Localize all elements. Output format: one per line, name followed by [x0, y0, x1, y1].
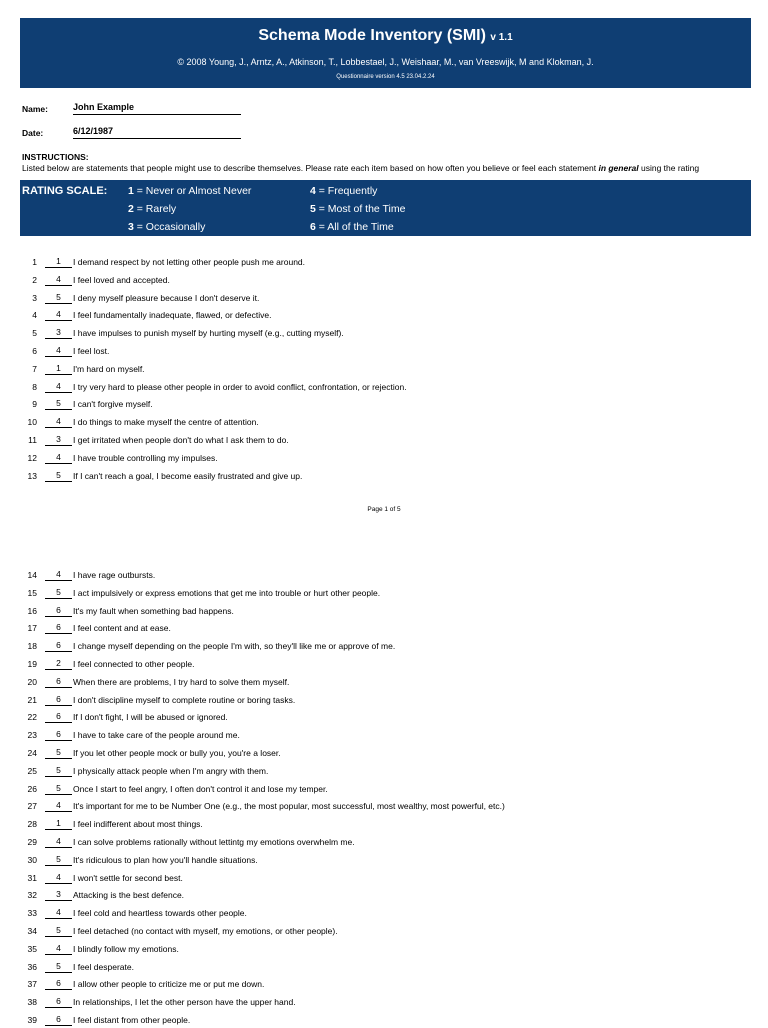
item-answer-field[interactable]: 4	[45, 871, 72, 884]
item-statement: I do things to make myself the centre of attention.	[73, 417, 259, 428]
rating-option-3: 3 = Occasionally	[128, 221, 206, 233]
item-statement: If I can't reach a goal, I become easily frustrated and give up.	[73, 470, 303, 481]
item-number: 36	[27, 961, 37, 972]
item-statement: Attacking is the best defence.	[73, 890, 185, 901]
item-number: 28	[27, 819, 37, 830]
document-title	[20, 27, 751, 45]
item-statement: I feel lost.	[73, 346, 110, 356]
item-number: 19	[27, 659, 37, 669]
item-number: 37	[27, 979, 37, 990]
item-answer-field[interactable]: 6	[45, 604, 72, 617]
item-number: 11	[28, 435, 37, 445]
item-statement: If I don't fight, I will be abused or ignored.	[73, 712, 228, 723]
item-answer-field[interactable]: 5	[45, 469, 72, 482]
item-number: 5	[32, 328, 37, 339]
item-answer-field[interactable]: 5	[45, 924, 72, 937]
instructions-text-start: Listed below are statements that people might use to describe themselves. Please rate each item based on how often you believe or feel each statement	[22, 163, 599, 173]
title-version: v 1.1	[490, 32, 513, 43]
item-answer-field[interactable]: 5	[45, 586, 72, 599]
rating-option-5: 5 = Most of the Time	[310, 203, 406, 215]
item-statement: When there are problems, I try hard to solve them myself.	[73, 676, 290, 687]
item-answer-field[interactable]: 4	[45, 415, 72, 428]
item-statement: I act impulsively or express emotions that get me into trouble or hurt other people.	[73, 587, 381, 598]
item-number: 27	[27, 801, 37, 812]
item-answer-field[interactable]: 1	[45, 362, 72, 375]
item-number: 12	[27, 452, 37, 463]
item-number: 3	[32, 292, 37, 303]
item-answer-field[interactable]: 3	[45, 433, 72, 446]
item-answer-field[interactable]: 6	[45, 621, 72, 634]
item-answer-field[interactable]: 4	[45, 380, 72, 393]
item-answer-field[interactable]: 4	[45, 568, 72, 581]
item-number: 39	[27, 1015, 37, 1025]
item-answer-field[interactable]: 6	[45, 710, 72, 723]
instructions-text-end: using the rating	[638, 163, 700, 173]
item-statement: I'm hard on myself.	[73, 363, 145, 374]
item-answer-field[interactable]: 6	[45, 1013, 72, 1026]
item-number: 2	[32, 274, 37, 285]
item-statement: I feel content and at ease.	[73, 623, 171, 634]
item-statement: I feel fundamentally inadequate, flawed, or defective.	[73, 310, 272, 321]
rating-scale	[20, 180, 751, 236]
item-answer-field[interactable]: 6	[45, 728, 72, 741]
item-statement: I change myself depending on the people I'm with, so they'll like me or approve of me.	[73, 641, 396, 652]
date-label: Date:	[22, 128, 44, 138]
item-answer-field[interactable]: 6	[45, 675, 72, 688]
item-answer-field[interactable]: 1	[45, 255, 72, 268]
item-statement: I have rage outbursts.	[73, 570, 156, 580]
item-number: 32	[27, 890, 37, 901]
item-number: 35	[27, 943, 37, 954]
item-number: 9	[32, 399, 37, 410]
item-number: 21	[27, 694, 37, 705]
item-answer-field[interactable]: 6	[45, 693, 72, 706]
rating-option-4: 4 = Frequently	[310, 185, 378, 197]
item-number: 23	[27, 730, 37, 741]
item-answer-field[interactable]: 5	[45, 960, 72, 973]
item-answer-field[interactable]: 4	[45, 451, 72, 464]
item-answer-field[interactable]: 3	[45, 888, 72, 901]
item-number: 6	[32, 346, 37, 356]
item-statement: I get irritated when people don't do what I ask them to do.	[73, 435, 289, 445]
title-text: Schema Mode Inventory (SMI)	[258, 27, 486, 44]
instructions-title: INSTRUCTIONS:	[22, 152, 89, 162]
item-number: 15	[27, 587, 37, 598]
item-statement: I feel distant from other people.	[73, 1015, 191, 1025]
item-statement: I don't discipline myself to complete routine or boring tasks.	[73, 694, 296, 705]
copyright-line: © 2008 Young, J., Arntz, A., Atkinson, T., Lobbestael, J., Weishaar, M., van Vreeswijk, M and Klokman, J.	[177, 57, 594, 67]
item-statement: It's my fault when something bad happens.	[73, 605, 234, 616]
item-answer-field[interactable]: 5	[45, 782, 72, 795]
page-footer: Page 1 of 5	[367, 506, 401, 513]
instructions-text	[22, 163, 768, 173]
item-number: 14	[27, 570, 37, 580]
item-statement: It's ridiculous to plan how you'll handle situations.	[73, 854, 258, 865]
item-statement: I feel loved and accepted.	[73, 274, 170, 285]
item-number: 29	[27, 837, 37, 847]
name-label: Name:	[22, 104, 48, 114]
item-answer-field[interactable]: 6	[45, 639, 72, 652]
document-header	[20, 18, 751, 88]
item-statement: I physically attack people when I'm angry with them.	[73, 765, 269, 776]
item-statement: I feel detached (no contact with myself, my emotions, or other people).	[73, 926, 338, 936]
item-statement: I try very hard to please other people in order to avoid conflict, confrontation, or rejection.	[73, 381, 407, 392]
item-statement: I feel desperate.	[73, 961, 134, 972]
item-number: 34	[27, 926, 37, 936]
item-statement: Once I start to feel angry, I often don't control it and lose my temper.	[73, 783, 328, 794]
item-statement: I blindly follow my emotions.	[73, 943, 179, 954]
item-answer-field[interactable]: 5	[45, 853, 72, 866]
item-answer-field[interactable]: 5	[45, 764, 72, 777]
rating-option-2: 2 = Rarely	[128, 203, 177, 215]
item-statement: I feel cold and heartless towards other people.	[73, 908, 247, 919]
item-statement: I feel connected to other people.	[73, 659, 195, 669]
item-statement: I won't settle for second best.	[73, 872, 183, 883]
item-answer-field[interactable]: 4	[45, 799, 72, 812]
item-answer-field[interactable]: 6	[45, 977, 72, 990]
item-number: 22	[27, 712, 37, 723]
item-answer-field[interactable]: 6	[45, 995, 72, 1008]
item-number: 10	[27, 417, 37, 428]
item-answer-field[interactable]: 1	[45, 817, 72, 830]
date-field[interactable]: 6/12/1987	[73, 126, 241, 139]
item-statement: I have to take care of the people around me.	[73, 730, 240, 741]
item-statement: I can solve problems rationally without lettintg my emotions overwhelm me.	[73, 837, 355, 847]
item-answer-field[interactable]: 3	[45, 326, 72, 339]
item-number: 26	[27, 783, 37, 794]
item-answer-field[interactable]: 5	[45, 397, 72, 410]
rating-option-1: 1 = Never or Almost Never	[128, 185, 252, 197]
item-statement: I allow other people to criticize me or put me down.	[73, 979, 265, 990]
item-statement: I have impulses to punish myself by hurting myself (e.g., cutting myself).	[73, 328, 344, 339]
item-answer-field[interactable]: 4	[45, 344, 72, 357]
item-statement: I deny myself pleasure because I don't deserve it.	[73, 292, 260, 303]
item-statement: I feel indifferent about most things.	[73, 819, 203, 830]
item-number: 33	[27, 908, 37, 919]
name-field[interactable]: John Example	[73, 102, 241, 115]
rating-option-6: 6 = All of the Time	[310, 221, 394, 233]
item-answer-field[interactable]: 4	[45, 906, 72, 919]
rating-scale-label: RATING SCALE:	[22, 185, 108, 197]
item-statement: I can't forgive myself.	[73, 399, 153, 410]
item-number: 13	[27, 470, 37, 481]
item-number: 18	[27, 641, 37, 652]
item-number: 24	[27, 748, 37, 758]
item-number: 25	[27, 765, 37, 776]
item-number: 7	[32, 363, 37, 374]
item-statement: It's important for me to be Number One (e.g., the most popular, most successful, most wealthy, most powerful, etc.)	[73, 801, 505, 812]
item-statement: If you let other people mock or bully you, you're a loser.	[73, 748, 281, 758]
item-number: 1	[32, 257, 37, 267]
item-statement: In relationships, I let the other person have the upper hand.	[73, 997, 296, 1008]
item-statement: I demand respect by not letting other people push me around.	[73, 257, 306, 267]
item-number: 17	[27, 623, 37, 634]
item-answer-field[interactable]: 4	[45, 835, 72, 848]
item-statement: I have trouble controlling my impulses.	[73, 452, 218, 463]
item-number: 38	[27, 997, 37, 1008]
item-number: 30	[27, 854, 37, 865]
item-answer-field[interactable]: 5	[45, 291, 72, 304]
item-answer-field[interactable]: 4	[45, 273, 72, 286]
item-number: 20	[27, 676, 37, 687]
item-answer-field[interactable]: 5	[45, 746, 72, 759]
instructions-emphasis: in general	[598, 163, 639, 173]
item-answer-field[interactable]: 2	[45, 657, 72, 670]
questionnaire-version: Questionnaire version 4.5 23.04.2.24	[336, 74, 435, 80]
item-number: 16	[27, 605, 37, 616]
item-answer-field[interactable]: 4	[45, 942, 72, 955]
item-number: 31	[27, 872, 37, 883]
item-number: 8	[32, 381, 37, 392]
item-answer-field[interactable]: 4	[45, 308, 72, 321]
item-number: 4	[32, 310, 37, 321]
